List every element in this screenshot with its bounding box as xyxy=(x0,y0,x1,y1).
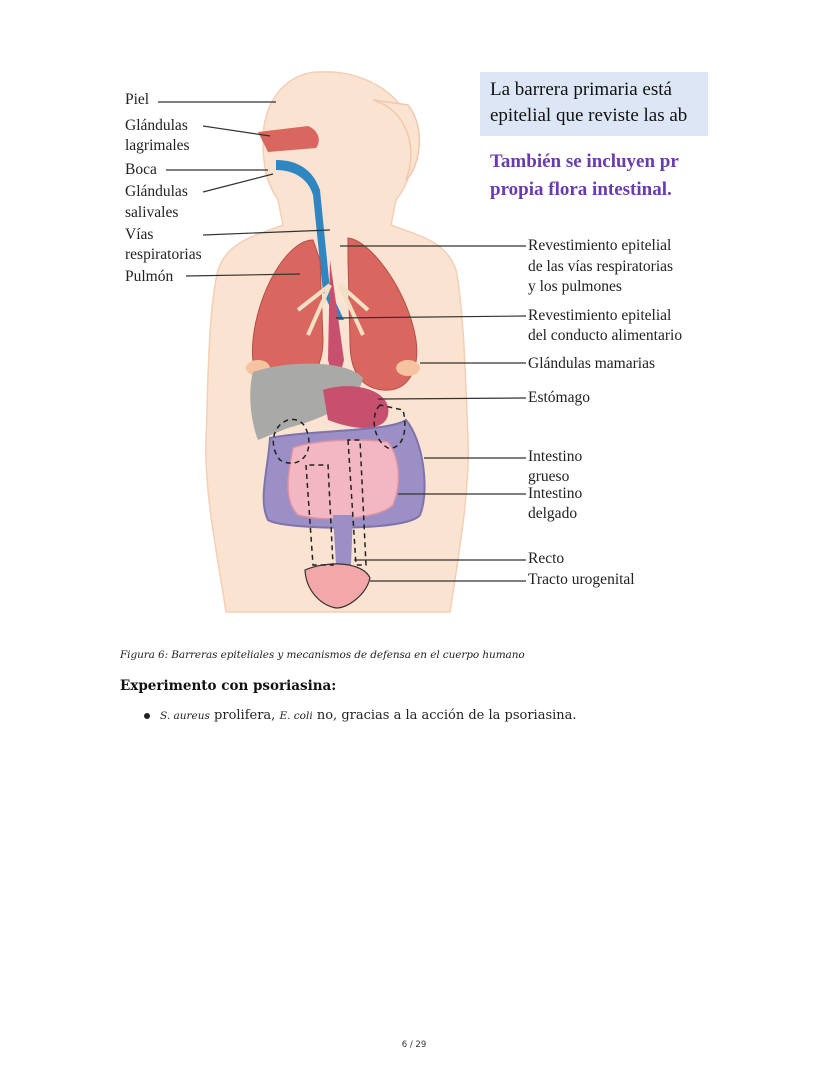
label-glandulas-salivales-2: salivales xyxy=(125,204,179,221)
label-rev-alim-1: Revestimiento epitelial xyxy=(528,307,672,324)
label-delgado-1: Intestino xyxy=(528,485,583,502)
page-number: 6 / 29 xyxy=(401,1040,427,1050)
label-grueso-1: Intestino xyxy=(528,448,583,465)
figure-caption: Figura 6: Barreras epiteliales y mecanismos de defensa en el cuerpo humano xyxy=(120,649,525,661)
label-urogenital: Tracto urogenital xyxy=(528,571,635,588)
label-piel: Piel xyxy=(125,91,150,108)
bullet-text xyxy=(160,708,577,723)
bullet-text-1: prolifera, xyxy=(209,708,280,723)
purple-note xyxy=(490,148,708,204)
label-rev-resp-1: Revestimiento epitelial xyxy=(528,237,672,254)
label-vias-2: respiratorias xyxy=(125,246,202,263)
line-salivales xyxy=(203,174,273,192)
line-lagrimales xyxy=(203,126,270,136)
label-boca: Boca xyxy=(125,161,157,178)
label-grueso-2: grueso xyxy=(528,468,570,485)
label-estomago: Estómago xyxy=(528,389,590,406)
bullet-dot xyxy=(144,713,150,719)
label-pulmon: Pulmón xyxy=(125,268,174,285)
breast-right xyxy=(396,360,420,376)
label-rev-resp-3: y los pulmones xyxy=(528,278,622,295)
purple-line1: También se incluyen pr xyxy=(490,151,679,172)
purple-line2: propia flora intestinal. xyxy=(490,179,672,200)
label-glandulas-salivales-1: Glándulas xyxy=(125,183,188,200)
list-item xyxy=(145,708,577,723)
species-e-coli: E. coli xyxy=(279,710,313,722)
box-text-line1: La barrera primaria está xyxy=(490,79,672,100)
label-glandulas-lagrimales-1: Glándulas xyxy=(125,117,188,134)
rectum xyxy=(333,515,353,565)
label-recto: Recto xyxy=(528,550,565,567)
species-s-aureus: S. aureus xyxy=(160,710,210,722)
label-vias-1: Vías xyxy=(125,226,154,243)
bullet-text-2: no, gracias a la acción de la psoriasina. xyxy=(312,708,577,723)
label-delgado-2: delgado xyxy=(528,505,578,522)
primary-barrier-box xyxy=(480,72,708,136)
section-heading: Experimento con psoriasina: xyxy=(120,678,337,694)
small-intestine xyxy=(288,440,398,519)
box-text-line2: epitelial que reviste las ab xyxy=(490,105,688,126)
label-glandulas-lagrimales-2: lagrimales xyxy=(125,137,190,154)
label-rev-alim-2: del conducto alimentario xyxy=(528,327,683,344)
label-rev-resp-2: de las vías respiratorias xyxy=(528,258,674,275)
anatomy-figure xyxy=(108,60,720,620)
label-mamarias: Glándulas mamarias xyxy=(528,355,655,372)
